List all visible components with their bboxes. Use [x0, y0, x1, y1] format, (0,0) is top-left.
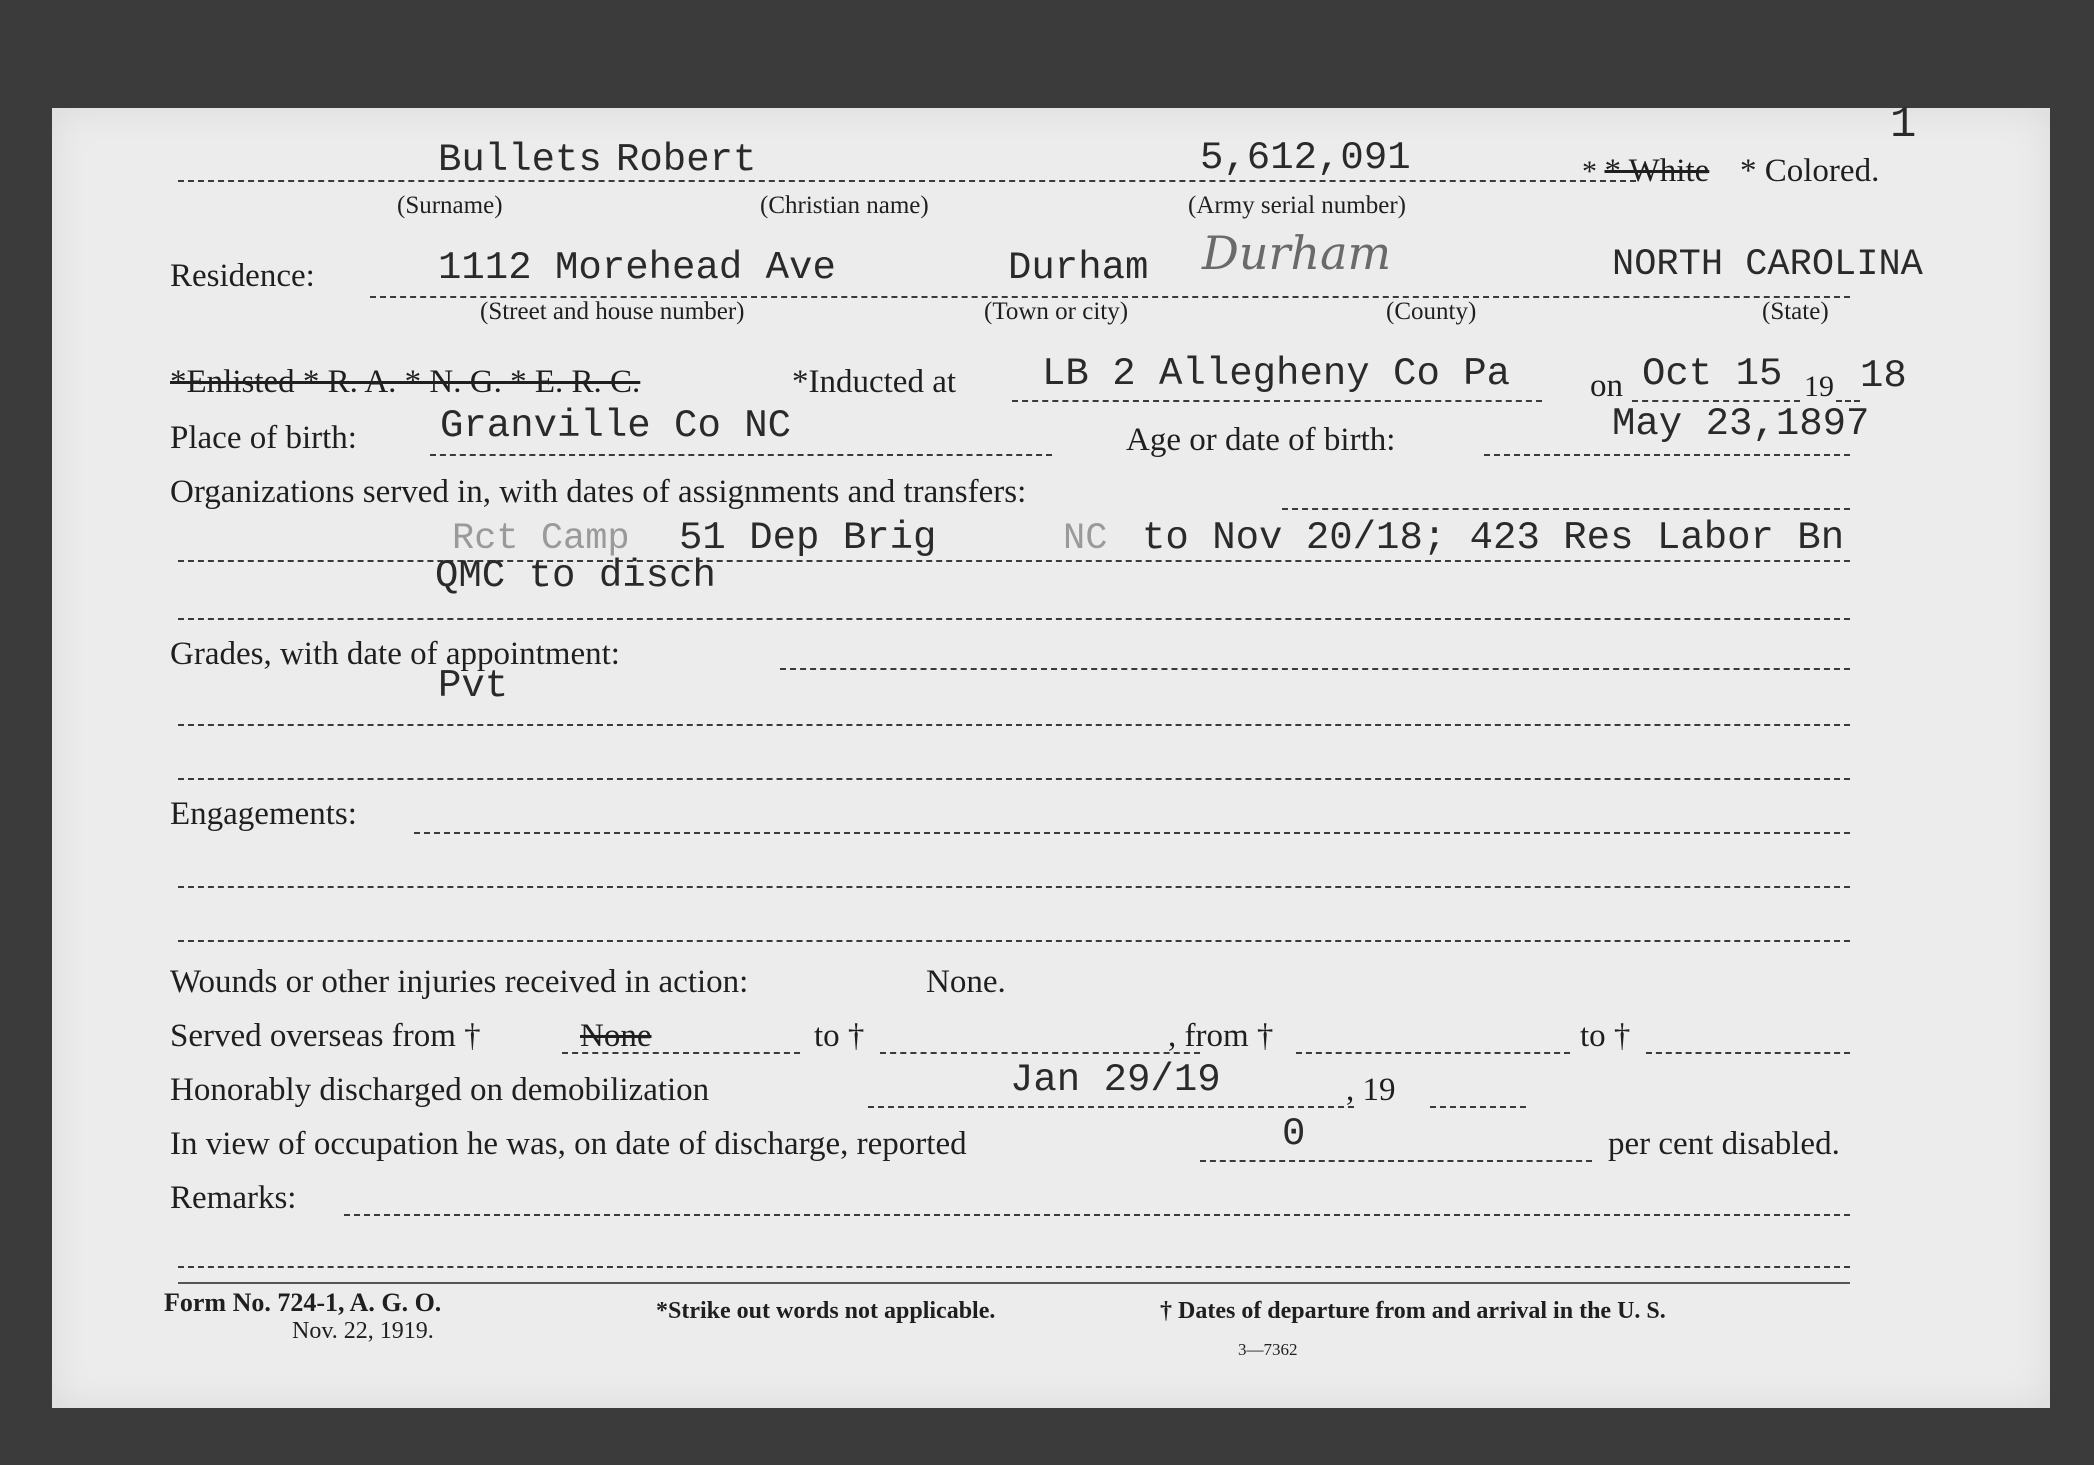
grades-line-0: [780, 668, 1850, 670]
overseas-from2-label: , from †: [1168, 1018, 1274, 1054]
grades-line-2: [178, 778, 1850, 780]
inducted-label: *Inducted at: [792, 364, 957, 400]
form-number: Form No. 724-1, A. G. O.: [164, 1288, 442, 1317]
inducted-at-value: LB 2 Allegheny Co Pa: [1042, 352, 1511, 396]
grades-line-1: [178, 724, 1850, 726]
age-label: Age or date of birth:: [1126, 422, 1396, 458]
organizations-line-1: [178, 560, 1850, 562]
occupation-label: In view of occupation he was, on date of discharge, reported: [170, 1126, 967, 1162]
organization-line2: QMC to disch: [435, 554, 716, 598]
org-faint-text: Rct Camp: [452, 518, 630, 560]
state-value: NORTH CAROLINA: [1612, 244, 1923, 286]
name-line: [178, 180, 1636, 182]
wounds-value: None.: [926, 964, 1006, 1000]
place-of-birth-value: Granville Co NC: [440, 404, 792, 448]
grades-label: Grades, with date of appointment:: [170, 636, 620, 672]
overseas-to2-line: [1646, 1052, 1850, 1054]
footnote-dates: † Dates of departure from and arrival in the U. S.: [1160, 1298, 1666, 1324]
footer-rule: [178, 1282, 1850, 1284]
service-record-card: [52, 100, 2050, 1408]
organizations-label: Organizations served in, with dates of assignments and transfers:: [170, 474, 1027, 510]
grade-value: Pvt: [438, 664, 509, 708]
race-white-text: * White: [1604, 153, 1710, 189]
street-caption: (Street and house number): [480, 298, 745, 325]
overseas-from-value: None: [580, 1018, 652, 1054]
serial-number-caption: (Army serial number): [1188, 192, 1406, 219]
footnote-strike: *Strike out words not applicable.: [656, 1298, 996, 1324]
card-number: 1: [1890, 100, 1917, 150]
discharge-line: [868, 1106, 1354, 1108]
surname-caption: (Surname): [397, 192, 503, 219]
town-caption: (Town or city): [984, 298, 1129, 325]
state-caption: (State): [1762, 298, 1829, 325]
organizations-line-0: [1282, 508, 1850, 510]
disabled-line: [1200, 1160, 1592, 1162]
discharge-label: Honorably discharged on demobilization: [170, 1072, 710, 1108]
remarks-label: Remarks:: [170, 1180, 297, 1216]
christian-name-caption: (Christian name): [760, 192, 929, 219]
discharge-date-value: Jan 29/19: [1010, 1058, 1221, 1102]
christian-name-value: Robert: [616, 138, 757, 182]
town-value: Durham: [1008, 246, 1149, 290]
disabled-suffix: per cent disabled.: [1608, 1126, 1840, 1162]
place-of-birth-line: [430, 454, 1052, 456]
org-faint-text-2: NC: [1063, 518, 1108, 560]
race-colored-option: * Colored.: [1740, 153, 1880, 189]
residence-label: Residence:: [170, 258, 315, 294]
engagements-line-1: [178, 886, 1850, 888]
overseas-from2-line: [1296, 1052, 1570, 1054]
inducted-year-value: 18: [1860, 354, 1907, 398]
county-value-handwritten: Durham: [1202, 226, 1392, 280]
street-value: 1112 Morehead Ave: [438, 246, 836, 290]
enlistment-type-struck: *Enlisted * R. A. * N. G. * E. R. C.: [170, 364, 641, 400]
engagements-line-2: [178, 940, 1850, 942]
engagements-label: Engagements:: [170, 796, 357, 832]
disabled-percent-value: 0: [1282, 1112, 1306, 1156]
date-of-birth-line: [1484, 454, 1850, 456]
on-label: on: [1590, 368, 1623, 404]
surname-value: Bullets: [438, 138, 602, 182]
organization-line1b: to Nov 20/18; 423 Res Labor Bn: [1142, 516, 1845, 560]
inducted-line: [1012, 400, 1542, 402]
inducted-date-value: Oct 15: [1642, 352, 1783, 396]
place-of-birth-label: Place of birth:: [170, 420, 357, 456]
date-of-birth-value: May 23,1897: [1612, 402, 1870, 446]
overseas-label: Served overseas from †: [170, 1018, 481, 1054]
wounds-label: Wounds or other injuries received in action:: [170, 964, 749, 1000]
organizations-line-2: [178, 618, 1850, 620]
organization-line1: 51 Dep Brig: [679, 516, 937, 560]
race-white-option: * * White: [1582, 153, 1710, 189]
discharge-year-line: [1430, 1106, 1526, 1108]
engagements-line-0: [414, 832, 1850, 834]
overseas-to-line: [880, 1052, 1200, 1054]
remarks-line-0: [344, 1214, 1850, 1216]
year-prefix: 19: [1804, 370, 1834, 403]
overseas-to2-label: to †: [1580, 1018, 1631, 1054]
county-caption: (County): [1386, 298, 1477, 325]
remarks-line-1: [178, 1266, 1850, 1268]
discharge-year-prefix: , 19: [1346, 1072, 1396, 1108]
print-code: 3—7362: [1238, 1340, 1298, 1359]
form-date: Nov. 22, 1919.: [292, 1318, 434, 1344]
serial-number-value: 5,612,091: [1200, 136, 1411, 180]
overseas-to-label: to †: [814, 1018, 865, 1054]
